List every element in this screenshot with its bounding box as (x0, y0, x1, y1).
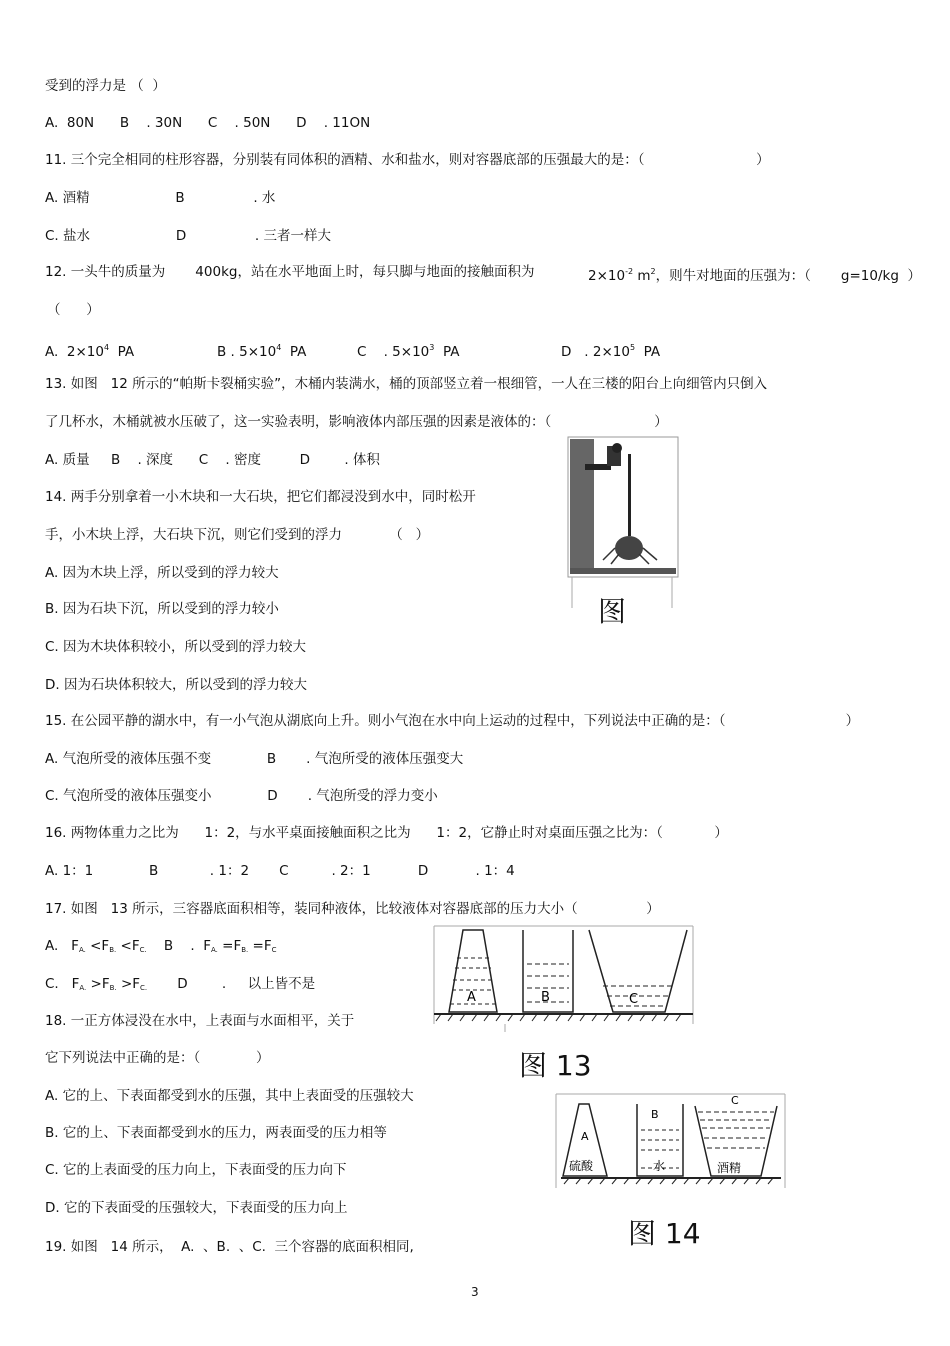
text-line: A. 质量 B . 深度 C . 密度 D . 体积 (45, 452, 380, 468)
text-line: A. 80N B . 30N C . 50N D . 11ON (45, 115, 371, 131)
figure-14-liquid-c: 酒精 (717, 1161, 742, 1175)
text-line (357, 339, 459, 361)
figure-14-liquid-b: 水 (653, 1159, 666, 1173)
exponent: 2 (650, 267, 656, 276)
figure-14-label-c: C (731, 1094, 739, 1107)
subscript: A. (79, 984, 87, 992)
text-line: A. $F_{A.} <F_{B.} <F_{C.}$ B . $F_{A.} =F_{B.} =F_C$ (45, 938, 277, 954)
figure-13-containers (433, 924, 695, 1032)
subscript: B. (109, 984, 117, 992)
text-line (217, 339, 306, 361)
question-12-stem: 12. 一头牛的质量为 400kg，站在水平地面上时，每只脚与地面的接触面积为 (45, 264, 535, 280)
text-line: C. 因为木块体积较小，所以受到的浮力较大 (45, 639, 307, 655)
option-c: C . 5×10 (357, 344, 430, 360)
unit: PA (635, 344, 661, 360)
text-line: 了几杯水，木桶就被水压破了，这一实验表明，影响液体内部压强的因素是液体的：（ ） (45, 414, 668, 430)
subscript: A. (210, 946, 218, 954)
text-line: C. 盐水 D . 三者一样大 (45, 228, 331, 244)
question-12-tail: ，则牛对地面的压强为：（ g=10/kg ） (655, 268, 921, 284)
text-line: 17. 如图 13 所示，三容器底面积相等，装同种液体，比较液体对容器底部的压力大小（ ） (45, 901, 660, 917)
text-line (561, 339, 660, 361)
text-line (45, 339, 134, 361)
text-line: A. 1：1 B . 1：2 C . 2：1 D . 1：4 (45, 863, 515, 879)
figure-12-caption: 图 (598, 595, 627, 628)
text-line: 11. 三个完全相同的柱形容器，分别装有同体积的酒精、水和盐水，则对容器底部的压强最大的是：（ ） (45, 152, 770, 168)
exponent: 4 (103, 343, 110, 352)
text-line (588, 263, 921, 285)
exponent: 3 (429, 343, 435, 352)
subscript: C (271, 946, 277, 954)
text-line: A. 它的上、下表面都受到水的压强，其中上表面受的压强较大 (45, 1088, 414, 1104)
text-line: 15. 在公园平静的湖水中，有一小气泡从湖底向上升。则小气泡在水中向上运动的过程中，下列说法中正确的是：（ ） (45, 713, 860, 729)
text-line: A. 气泡所受的液体压强不变 B . 气泡所受的液体压强变大 (45, 751, 464, 767)
text-line: C. 气泡所受的液体压强变小 D . 气泡所受的浮力变小 (45, 788, 438, 804)
text-line: 受到的浮力是 （ ） (45, 78, 166, 94)
text-line: D. 它的下表面受的压强较大，下表面受的压力向上 (45, 1200, 348, 1216)
figure-13-label-c: C (629, 992, 639, 1007)
option-d: D . 2×10 (561, 344, 630, 360)
text-line: 手，小木块上浮，大石块下沉，则它们受到的浮力 （ ） (45, 527, 430, 543)
text-line: A. 因为木块上浮，所以受到的浮力较大 (45, 565, 279, 581)
option-a: A. 2×10 (45, 344, 104, 360)
unit: PA (281, 344, 307, 360)
figure-12-pascal-barrel (567, 436, 679, 612)
text-line: （ ） (47, 302, 100, 318)
text-line: A. 酒精 B . 水 (45, 190, 276, 206)
text-line: 14. 两手分别拿着一小木块和一大石块，把它们都浸没到水中，同时松开 (45, 489, 476, 505)
text-line: 18. 一正方体浸没在水中，上表面与水面相平，关于 (45, 1013, 355, 1029)
unit: PA (109, 344, 135, 360)
text-line: C. $F_{A.} >F_{B.} >F_{C.}$ D . 以上皆不是 (45, 976, 316, 992)
figure-14-label-a: A (581, 1130, 589, 1143)
figure-14-caption: 图 14 (628, 1217, 701, 1250)
subscript: B. (241, 946, 249, 954)
figure-13-caption: 图 13 (519, 1049, 592, 1082)
figure-14-label-b: B (651, 1108, 659, 1121)
subscript: B. (109, 946, 117, 954)
text-line: C. 它的上表面受的压力向上，下表面受的压力向下 (45, 1162, 347, 1178)
text-line: 它下列说法中正确的是：（ ） (45, 1050, 270, 1066)
text-line: 16. 两物体重力之比为 1：2，与水平桌面接触面积之比为 1：2，它静止时对桌面压强之比为：（ ） (45, 825, 728, 841)
page-number: 3 (471, 1285, 479, 1299)
figure-14-containers (555, 1092, 787, 1192)
option-b: B . 5×10 (217, 344, 277, 360)
text-line: D. 因为石块体积较大，所以受到的浮力较大 (45, 677, 307, 693)
figure-13-label-a: A (467, 990, 476, 1005)
subscript: C. (140, 984, 148, 992)
text-line: B. 因为石块下沉，所以受到的浮力较小 (45, 601, 279, 617)
figure-13-label-b: B (541, 990, 550, 1005)
figure-14-liquid-a: 硫酸 (569, 1159, 594, 1173)
exponent: 4 (276, 343, 282, 352)
subscript: C. (139, 946, 147, 954)
area-unit: m (633, 268, 651, 284)
area-value: 2×10 (588, 268, 626, 284)
text-line: B. 它的上、下表面都受到水的压力，两表面受的压力相等 (45, 1125, 387, 1141)
unit: PA (434, 344, 460, 360)
exponent: 5 (629, 343, 636, 352)
text-line (45, 263, 534, 281)
text-line: 19. 如图 14 所示， A. 、B. 、C. 三个容器的底面积相同, (45, 1239, 414, 1255)
subscript: A. (78, 946, 86, 954)
text-line: 13. 如图 12 所示的“帕斯卡裂桶实验”，木桶内装满水，桶的顶部竖立着一根细管，一人在三楼的阳台上向细管内只倒入 (45, 376, 768, 392)
exponent: -2 (625, 267, 634, 276)
